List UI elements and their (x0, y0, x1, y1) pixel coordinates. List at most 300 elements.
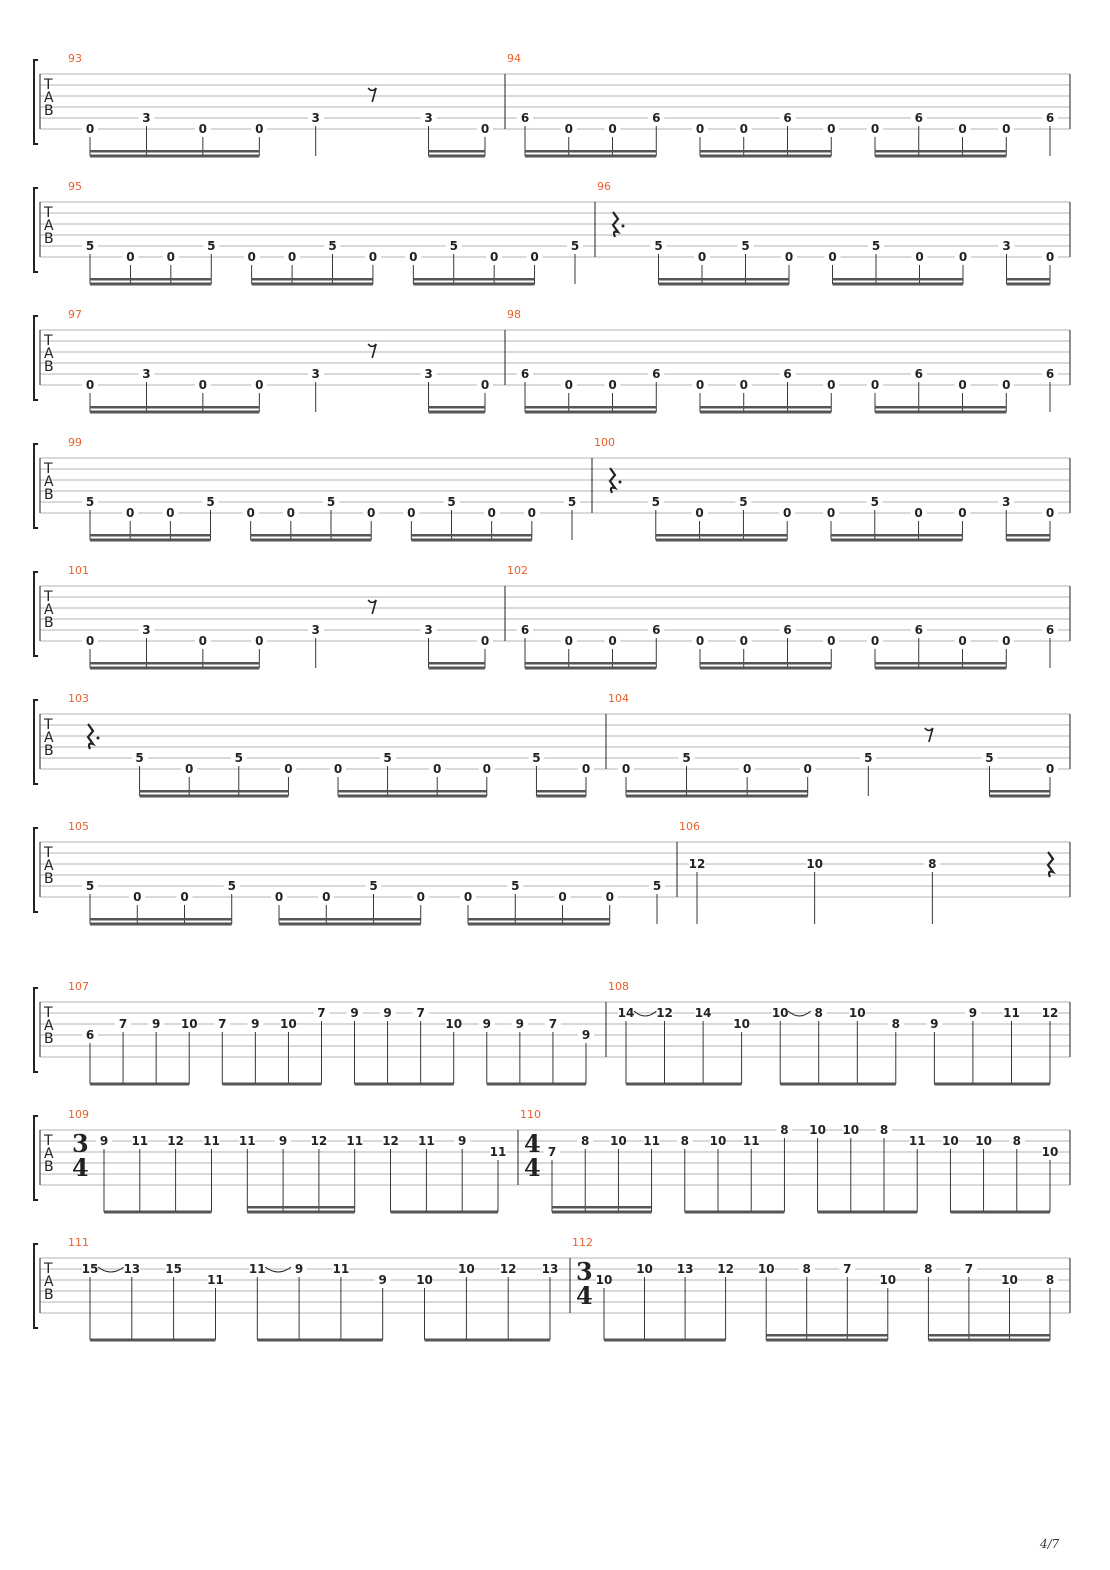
beam-primary (468, 923, 610, 926)
fret-number: 0 (255, 378, 264, 392)
beam-primary (700, 155, 831, 158)
fret-number: 9 (294, 1262, 304, 1276)
tab-clef-letter: T (44, 845, 53, 861)
fret-number: 12 (382, 1134, 399, 1148)
fret-number: 0 (1002, 378, 1011, 392)
beam-secondary (700, 150, 831, 153)
fret-number: 0 (958, 506, 967, 520)
fret-number: 0 (198, 634, 208, 648)
fret-number: 5 (85, 239, 95, 253)
beam-primary (411, 539, 532, 542)
tab-clef-letter: T (44, 77, 53, 93)
fret-number: 0 (608, 378, 617, 392)
system-bracket (34, 188, 38, 272)
beam-secondary (525, 150, 656, 153)
fret-number: 3 (142, 623, 151, 637)
fret-number: 5 (85, 879, 95, 893)
fret-number: 9 (968, 1006, 978, 1020)
measure-number: 93 (68, 52, 82, 65)
beam-primary (90, 411, 259, 414)
beam-primary (90, 923, 232, 926)
fret-number: 8 (1012, 1134, 1021, 1148)
quarter-rest (610, 468, 615, 493)
beam-secondary (90, 534, 211, 537)
quarter-rest (1048, 852, 1053, 877)
fret-number: 8 (680, 1134, 689, 1148)
beam-secondary (875, 150, 1006, 153)
fret-number: 7 (843, 1262, 852, 1276)
beam-secondary (90, 662, 259, 665)
fret-number: 12 (656, 1006, 673, 1020)
beam-primary (525, 411, 656, 414)
measure-number: 98 (507, 308, 521, 321)
tab-clef-letter: B (44, 743, 54, 759)
beam-secondary (140, 790, 289, 793)
beam-primary (928, 1339, 1050, 1342)
beam-secondary (659, 278, 790, 281)
beam-primary (487, 1083, 586, 1086)
fret-number: 0 (489, 250, 499, 264)
fret-number: 9 (383, 1006, 392, 1020)
fret-number: 0 (286, 506, 296, 520)
tab-clef-letter: A (44, 218, 54, 234)
fret-number: 5 (328, 239, 337, 253)
fret-number: 0 (826, 506, 836, 520)
fret-number: 11 (489, 1145, 507, 1159)
fret-number: 11 (742, 1134, 760, 1148)
tab-clef-letter: B (44, 871, 54, 887)
tab-clef-letter: A (44, 346, 54, 362)
fret-number: 9 (378, 1273, 387, 1287)
tab-clef-letter: A (44, 730, 54, 746)
fret-number: 10 (595, 1273, 613, 1287)
fret-number: 0 (558, 890, 567, 904)
measure-number: 108 (608, 980, 629, 993)
fret-number: 11 (131, 1134, 149, 1148)
beam-primary (429, 411, 485, 414)
beam-secondary (833, 278, 964, 281)
beam-primary (604, 1339, 726, 1342)
fret-number: 0 (1045, 250, 1055, 264)
beam-secondary (928, 1334, 1050, 1337)
fret-number: 7 (547, 1145, 557, 1159)
fret-number: 5 (511, 879, 520, 893)
beam-primary (140, 795, 289, 798)
beam-primary (934, 1083, 1050, 1086)
beam-secondary (468, 918, 610, 921)
fret-number: 0 (480, 122, 490, 136)
fret-number: 10 (280, 1017, 297, 1031)
fret-number: 0 (958, 378, 967, 392)
fret-number: 10 (610, 1134, 627, 1148)
fret-number: 5 (654, 239, 663, 253)
measure-number: 100 (594, 436, 615, 449)
beam-primary (659, 283, 790, 286)
fret-number: 13 (541, 1262, 559, 1276)
beam-primary (1006, 539, 1050, 542)
time-signature-bottom: 4 (576, 1281, 593, 1310)
beam-primary (104, 1211, 211, 1214)
measure-number: 105 (68, 820, 89, 833)
fret-number: 5 (447, 495, 456, 509)
tab-system (34, 180, 1070, 286)
measure-number: 94 (507, 52, 521, 65)
system-bracket (34, 444, 38, 528)
fret-number: 7 (317, 1006, 326, 1020)
fret-number: 0 (185, 762, 194, 776)
fret-number: 6 (652, 111, 661, 125)
system-bracket (34, 700, 38, 784)
fret-number: 0 (85, 122, 95, 136)
tab-system (34, 820, 1070, 926)
fret-number: 11 (238, 1134, 256, 1148)
fret-number: 0 (958, 122, 967, 136)
fret-number: 9 (515, 1017, 525, 1031)
beam-primary (766, 1339, 888, 1342)
fret-number: 9 (251, 1017, 260, 1031)
tie-arc (265, 1267, 291, 1272)
fret-number: 7 (548, 1017, 558, 1031)
rest-dot (622, 225, 625, 228)
measure-number: 99 (68, 436, 82, 449)
beam-primary (90, 283, 211, 286)
beam-primary (90, 667, 259, 670)
tie-arc (788, 1011, 811, 1016)
fret-number: 3 (142, 367, 151, 381)
fret-number: 0 (870, 378, 880, 392)
fret-number: 5 (567, 495, 577, 509)
beam-primary (413, 283, 534, 286)
measure-number: 104 (608, 692, 629, 705)
fret-number: 15 (165, 1262, 182, 1276)
fret-number: 6 (520, 367, 530, 381)
fret-number: 10 (636, 1262, 653, 1276)
beam-primary (831, 539, 962, 542)
beam-primary (252, 283, 373, 286)
fret-number: 0 (198, 122, 208, 136)
fret-number: 12 (1041, 1006, 1059, 1020)
measure-number: 109 (68, 1108, 89, 1121)
tab-clef-letter: B (44, 231, 54, 247)
fret-number: 7 (964, 1262, 974, 1276)
fret-number: 9 (930, 1017, 939, 1031)
fret-number: 3 (424, 111, 433, 125)
measure-number: 107 (68, 980, 89, 993)
tab-clef-letter: A (44, 1146, 54, 1162)
fret-number: 0 (803, 762, 812, 776)
tab-system (34, 1236, 1070, 1342)
fret-number: 3 (311, 367, 320, 381)
fret-number: 0 (739, 122, 748, 136)
fret-number: 13 (676, 1262, 694, 1276)
fret-number: 5 (207, 239, 216, 253)
fret-number: 0 (581, 762, 591, 776)
fret-number: 11 (643, 1134, 660, 1148)
fret-number: 0 (784, 250, 794, 264)
beam-secondary (90, 918, 232, 921)
fret-number: 0 (1002, 122, 1011, 136)
tie-arc (634, 1011, 657, 1016)
eighth-rest (368, 600, 376, 614)
fret-number: 0 (527, 506, 537, 520)
beam-secondary (413, 278, 534, 281)
fret-number: 0 (695, 378, 705, 392)
fret-number: 11 (332, 1262, 350, 1276)
time-signature-bottom: 4 (524, 1153, 541, 1182)
beam-primary (656, 539, 787, 542)
fret-number: 5 (741, 239, 750, 253)
time-signature-top: 4 (524, 1129, 541, 1158)
measure-number: 102 (507, 564, 528, 577)
beam-secondary (429, 662, 485, 665)
tab-clef-letter: B (44, 1159, 54, 1175)
beam-primary (429, 155, 485, 158)
time-signature-top: 3 (72, 1129, 89, 1158)
fret-number: 10 (416, 1273, 433, 1287)
rest-dot (97, 737, 100, 740)
beam-primary (222, 1083, 321, 1086)
beam-primary (700, 667, 831, 670)
fret-number: 0 (828, 250, 837, 264)
fret-number: 0 (198, 378, 208, 392)
beam-primary (685, 1211, 785, 1214)
fret-number: 6 (1045, 111, 1055, 125)
fret-number: 0 (739, 634, 748, 648)
beam-primary (833, 283, 964, 286)
fret-number: 6 (652, 623, 661, 637)
time-signature-bottom: 4 (72, 1153, 89, 1182)
fret-number: 0 (827, 122, 836, 136)
fret-number: 10 (879, 1273, 897, 1287)
fret-number: 10 (942, 1134, 959, 1148)
tab-clef-letter: T (44, 333, 53, 349)
tab-clef-letter: B (44, 615, 54, 631)
quarter-rest (88, 724, 93, 749)
fret-number: 0 (827, 634, 836, 648)
fret-number: 0 (608, 634, 617, 648)
beam-secondary (90, 406, 259, 409)
fret-number: 8 (1045, 1273, 1055, 1287)
fret-number: 5 (870, 495, 879, 509)
beam-secondary (338, 790, 487, 793)
beam-primary (525, 155, 656, 158)
fret-number: 0 (333, 762, 343, 776)
fret-number: 5 (871, 239, 881, 253)
beam-primary (257, 1339, 382, 1342)
fret-number: 10 (809, 1123, 826, 1137)
tab-clef-letter: A (44, 90, 54, 106)
fret-number: 10 (180, 1017, 198, 1031)
fret-number: 11 (908, 1134, 926, 1148)
tab-system (34, 436, 1070, 542)
beam-primary (818, 1211, 918, 1214)
fret-number: 6 (914, 623, 923, 637)
fret-number: 9 (482, 1017, 491, 1031)
measure-number: 110 (520, 1108, 541, 1121)
measure-number: 103 (68, 692, 89, 705)
fret-number: 0 (697, 250, 707, 264)
fret-number: 0 (463, 890, 473, 904)
beam-primary (989, 795, 1050, 798)
fret-number: 11 (248, 1262, 266, 1276)
beam-secondary (90, 150, 259, 153)
beam-primary (626, 1083, 742, 1086)
fret-number: 14 (617, 1006, 635, 1020)
beam-primary (90, 1083, 189, 1086)
fret-number: 7 (416, 1006, 425, 1020)
fret-number: 13 (123, 1262, 141, 1276)
fret-number: 11 (1003, 1006, 1020, 1020)
tab-clef-letter: A (44, 1018, 54, 1034)
fret-number: 6 (914, 367, 923, 381)
fret-number: 0 (870, 122, 880, 136)
fret-number: 0 (255, 122, 264, 136)
beam-primary (700, 411, 831, 414)
fret-number: 0 (416, 890, 425, 904)
fret-number: 10 (848, 1006, 866, 1020)
beam-primary (875, 667, 1006, 670)
fret-number: 6 (85, 1028, 95, 1042)
tab-clef-letter: A (44, 858, 54, 874)
fret-number: 0 (487, 506, 496, 520)
fret-number: 0 (166, 250, 176, 264)
fret-number: 0 (564, 378, 573, 392)
fret-number: 11 (346, 1134, 364, 1148)
fret-number: 5 (652, 879, 662, 893)
beam-secondary (700, 662, 831, 665)
fret-number: 5 (449, 239, 458, 253)
tab-clef-letter: T (44, 717, 53, 733)
beam-primary (338, 795, 487, 798)
beam-secondary (831, 534, 962, 537)
fret-number: 8 (802, 1262, 811, 1276)
fret-number: 0 (608, 122, 617, 136)
fret-number: 0 (914, 506, 923, 520)
tab-system (34, 1108, 1070, 1214)
fret-number: 14 (694, 1006, 712, 1020)
tab-system (34, 980, 1070, 1086)
beam-secondary (525, 662, 656, 665)
fret-number: 0 (366, 506, 376, 520)
tab-clef-letter: B (44, 103, 54, 119)
tab-clef-letter: B (44, 359, 54, 375)
fret-number: 0 (958, 634, 967, 648)
tab-clef-letter: A (44, 1274, 54, 1290)
fret-number: 5 (383, 751, 392, 765)
fret-number: 9 (278, 1134, 288, 1148)
fret-number: 5 (326, 495, 336, 509)
beam-primary (525, 667, 656, 670)
beam-primary (626, 795, 808, 798)
quarter-rest (613, 212, 618, 237)
fret-number: 9 (99, 1134, 109, 1148)
fret-number: 0 (368, 250, 378, 264)
measure-number: 106 (679, 820, 700, 833)
beam-secondary (989, 790, 1050, 793)
fret-number: 8 (928, 857, 937, 871)
beam-primary (950, 1211, 1050, 1214)
fret-number: 0 (409, 250, 418, 264)
fret-number: 10 (975, 1134, 992, 1148)
beam-primary (279, 923, 421, 926)
measure-number: 96 (597, 180, 611, 193)
beam-secondary (1007, 278, 1051, 281)
beam-secondary (766, 1334, 888, 1337)
fret-number: 10 (709, 1134, 727, 1148)
fret-number: 0 (247, 250, 256, 264)
fret-number: 10 (757, 1262, 775, 1276)
beam-primary (780, 1083, 896, 1086)
fret-number: 5 (985, 751, 994, 765)
tab-clef-letter: T (44, 1133, 53, 1149)
beam-secondary (626, 790, 808, 793)
beam-primary (355, 1083, 454, 1086)
fret-number: 5 (206, 495, 215, 509)
fret-number: 5 (570, 239, 580, 253)
beam-secondary (525, 406, 656, 409)
rest-dot (619, 481, 622, 484)
fret-number: 0 (621, 762, 631, 776)
beam-secondary (552, 1206, 652, 1209)
beam-secondary (279, 918, 421, 921)
fret-number: 6 (1045, 367, 1055, 381)
fret-number: 0 (180, 890, 189, 904)
fret-number: 6 (1045, 623, 1055, 637)
fret-number: 9 (350, 1006, 359, 1020)
fret-number: 6 (783, 111, 792, 125)
tab-clef-letter: T (44, 1261, 53, 1277)
fret-number: 5 (651, 495, 660, 509)
fret-number: 11 (203, 1134, 220, 1148)
tab-clef-letter: T (44, 589, 53, 605)
beam-primary (90, 155, 259, 158)
tab-system (34, 692, 1070, 798)
fret-number: 11 (207, 1273, 224, 1287)
beam-primary (90, 1339, 215, 1342)
fret-number: 5 (369, 879, 378, 893)
fret-number: 10 (806, 857, 824, 871)
fret-number: 8 (581, 1134, 590, 1148)
fret-number: 0 (322, 890, 331, 904)
fret-number: 0 (564, 122, 573, 136)
beam-primary (90, 539, 211, 542)
fret-number: 0 (1045, 762, 1055, 776)
fret-number: 6 (520, 623, 530, 637)
fret-number: 5 (227, 879, 236, 893)
fret-number: 0 (695, 634, 705, 648)
beam-secondary (252, 278, 373, 281)
fret-number: 10 (1041, 1145, 1059, 1159)
fret-number: 12 (310, 1134, 328, 1148)
fret-number: 6 (783, 623, 792, 637)
tab-clef-letter: A (44, 602, 54, 618)
fret-number: 8 (879, 1123, 889, 1137)
tab-system (34, 52, 1070, 158)
fret-number: 0 (433, 762, 442, 776)
fret-number: 8 (891, 1017, 900, 1031)
eighth-rest (368, 88, 376, 102)
fret-number: 5 (85, 495, 95, 509)
fret-number: 0 (958, 250, 968, 264)
fret-number: 9 (581, 1028, 591, 1042)
tab-clef-letter: T (44, 1005, 53, 1021)
fret-number: 0 (1002, 634, 1011, 648)
beam-secondary (875, 406, 1006, 409)
fret-number: 0 (166, 506, 175, 520)
fret-number: 9 (458, 1134, 467, 1148)
fret-number: 3 (1002, 239, 1011, 253)
fret-number: 0 (85, 634, 95, 648)
